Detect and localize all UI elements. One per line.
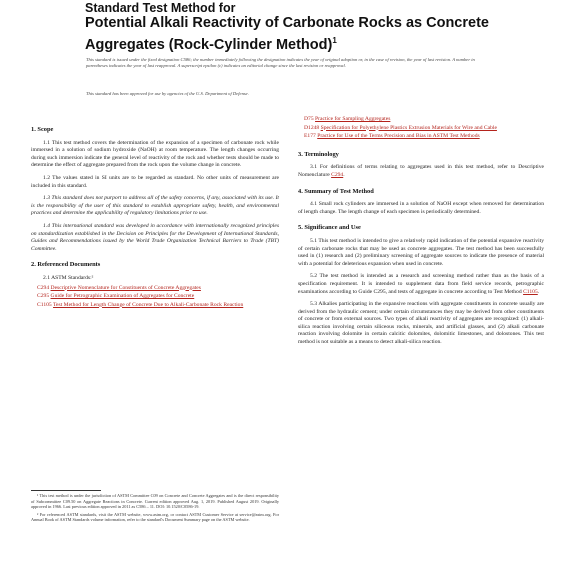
footnote-rule: [31, 490, 101, 491]
ref-c294[interactable]: [31, 285, 279, 293]
para-1-3: 1.3 This standard does not purport to address all of the safety concerns, if any, associated with its use. It is the responsibility of the user of this standard to establish appropriate safety, health, and environmental practices and determine the applicability of regulatory limitations prior to use.: [31, 195, 279, 217]
ref-title: Guide for Petrographic Examination of Aggregates for Concrete: [50, 293, 195, 300]
section-heading-referenced-docs: 2. Referenced Documents: [31, 261, 101, 269]
para-1-4: 1.4 This international standard was developed in accordance with internationally recognized principles on standardization established in the Decision on Principles for the Development of International Standards, Guides and Recommendations issued by the World Trade Organization Technical Barriers to Trade (TBT) Committee.: [31, 222, 279, 252]
para-3-1-text: 3.1 For definitions of terms relating to aggregates used in this test method, refer to Descriptive Nomenclature: [298, 164, 544, 178]
footnotes: [31, 493, 279, 525]
ref-e177[interactable]: [298, 133, 544, 141]
ref-code: D75: [304, 116, 314, 122]
title-footnote-mark: 1: [332, 36, 337, 45]
ref-code: C1105: [37, 301, 52, 308]
para-5-2: [298, 273, 544, 296]
para-5-2-text: 5.2 The test method is intended as a research and screening method rather than as the basis of a specification requirement. It is intended to supplement data from field service records, petrographic examinations according to Guide C295, and tests of aggregate in concrete according to Test Method: [298, 273, 544, 295]
link-c294[interactable]: C294: [331, 171, 344, 178]
ref-title: Practice for Use of the Terms Precision and Bias in ASTM Test Methods: [317, 133, 480, 140]
right-column: [298, 116, 544, 352]
ref-d75[interactable]: [298, 116, 544, 124]
ref-title: Descriptive Nomenclature for Constituents of Concrete Aggregates: [50, 284, 201, 291]
footnote-2: ² For referenced ASTM standards, visit the ASTM website, www.astm.org, or contact ASTM Customer Service at service@astm.org. For Annual Book of ASTM Standards volume information, refer to the standard's Document Summary page on the ASTM website.: [31, 511, 279, 523]
designation-heading: Standard Test Method for: [85, 1, 236, 15]
ref-c295[interactable]: [31, 293, 279, 301]
document-title: [85, 15, 525, 54]
ref-title: Specification for Polyethylene Plastics Extrusion Materials for Wire and Cable: [320, 124, 497, 131]
ref-code: E177: [304, 133, 316, 140]
approval-note: This standard has been approved for use by agencies of the U.S. Department of Defense.: [86, 91, 249, 96]
astm-standards-label: 2.1 ASTM Standards:²: [43, 274, 94, 281]
para-5-1: 5.1 This test method is intended to give a relatively rapid indication of the potential expansive reactivity of certain carbonate rocks that may be used as concrete aggregates. The test method has been successfully used in (1) research and (2) preliminary screening of aggregate sources to indicate the presence of material with a potential for deleterious expansion when used in concrete.: [298, 237, 544, 267]
left-column: [31, 122, 279, 310]
para-5-2-end: .: [537, 288, 540, 295]
section-heading-scope: 1. Scope: [31, 126, 54, 133]
ref-title: Test Method for Length Change of Concrete Due to Alkali-Carbonate Rock Reaction: [53, 301, 244, 308]
ref-code: C294: [37, 284, 50, 291]
para-5-3: 5.3 Alkalies participating in the expansive reactions with aggregate constituents in concrete usually are derived from the hydraulic cement; under certain circumstances they may be derived from other constituents of concrete or from external sources. Two types of alkali reactivity of aggregates are recognized: (1) alkali-silica reaction involving certain siliceous rocks, minerals, and artificial glasses, and (2) alkali carbonate reaction involving dolomite in certain calcitic dolomites, dolomitic limestones, and dolostones. This test method is not suitable as a means to detect alkali-silica reaction.: [298, 301, 544, 346]
link-c1105[interactable]: C1105: [523, 288, 538, 295]
para-1-2: 1.2 The values stated in SI units are to be regarded as standard. No other units of measurement are included in this standard.: [31, 174, 279, 189]
para-3-1: [298, 164, 544, 179]
section-heading-terminology: 3. Terminology: [298, 150, 339, 158]
ref-code: C295: [37, 293, 50, 300]
title-text: Potential Alkali Reactivity of Carbonate Rocks as Concrete Aggregates (Rock-Cylinder Method): [85, 15, 489, 53]
ref-code: D1248: [304, 124, 320, 131]
footnote-1: ¹ This test method is under the jurisdiction of ASTM Committee C09 on Concrete and Concrete Aggregates and is the direct responsibility of Subcommittee C09.50 on Aggregate Reactions in Concrete. Current edition approved Aug. 1, 2019. Published August 2019. Originally approved in 1966. Last previous edition approved in 2011 as C586 – 11. DOI: 10.1520/C0586-19.: [31, 493, 279, 510]
para-3-1-end: .: [343, 171, 345, 178]
para-4-1: 4.1 Small rock cylinders are immersed in a solution of NaOH except when removed for determination of length change. The length change of each specimen is periodically determined.: [298, 201, 544, 215]
section-heading-significance: 5. Significance and Use: [298, 224, 361, 232]
issuance-note: This standard is issued under the fixed designation C586; the number immediately following the designation indicates the year of original adoption or, in the case of revision, the year of last revision. A number in parentheses indicates the year of last reapproval. A superscript epsilon (ε) indicates an editorial change since the last revision or reapproval.: [86, 57, 475, 68]
ref-title: Practice for Sampling Aggregates: [315, 116, 391, 122]
ref-c1105[interactable]: [31, 302, 279, 310]
ref-d1248[interactable]: [298, 125, 544, 133]
para-1-1: 1.1 This test method covers the determination of the expansion of a specimen of carbonate rock while immersed in a solution of sodium hydroxide (NaOH) at room temperature. The length changes occurring during such immersion indicate the general level of reactivity of the rock and whether tests should be made to determine the effect of aggregate prepared from the rock upon the volume change in concrete.: [31, 139, 279, 169]
section-heading-summary: 4. Summary of Test Method: [298, 187, 374, 195]
